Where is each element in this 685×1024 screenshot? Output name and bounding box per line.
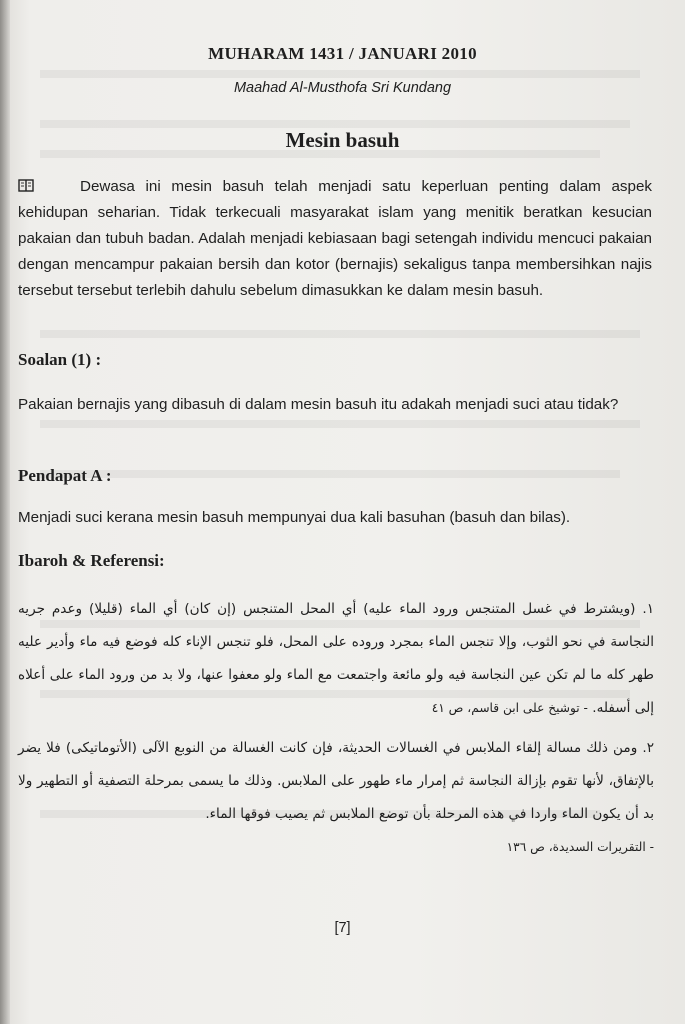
question-heading: Soalan (1) :	[18, 350, 102, 369]
reference-item	[18, 593, 654, 725]
intro-text: Dewasa ini mesin basuh telah menjadi satu keperluan penting dalam aspek kehidupan seharian. Tidak terkecuali masyarakat islam yang menitik beratkan kesucian pakaian dan tubuh badan. Adalah menjadi kebiasaan bagi setengah individu mencuci pakaian dengan mencampur pakaian bersih dan kotor (bernajis) sekaligus tanpa membersihkan najis tersebut tersebut terlebih dahulu sebelum dimasukkan ke dalam mesin basuh.	[18, 178, 652, 299]
intro-paragraph	[18, 174, 652, 304]
reference-text: ٢. ومن ذلك مسالة إلقاء الملابس في الغسالات الحديثة، فإن كانت الغسالة من النوبع الآلى (الأتوماتيكى) فلا يضر بالإتفاق، لأنها تقوم بإزالة النجاسة ثم إمرار ماء طهور على الملابس. وذلك ما يسمى بمرحلة التصفية أو التطهير ولا بد أن يكون الماء واردا في هذه المرحلة بأن توضع الملابس ثم يصيب فوقها الماء.	[18, 740, 654, 822]
reference-item	[18, 732, 654, 864]
institution-name: Maahad Al-Musthofa Sri Kundang	[233, 80, 452, 96]
bulletin-date-header: MUHARAM 1431 / JANUARI 2010	[208, 44, 477, 63]
opinion-heading: Pendapat A :	[18, 466, 112, 485]
reference-source: - التقريرات السديدة، ص ١٣٦	[506, 840, 654, 854]
reference-source: - توشيخ على ابن قاسم، ص ٤١	[431, 701, 588, 715]
page-number: [7]	[334, 920, 351, 936]
book-icon	[18, 179, 34, 192]
question-text: Pakaian bernajis yang dibasuh di dalam mesin basuh itu adakah menjadi suci atau tidak?	[18, 396, 619, 413]
book-spine-shadow	[0, 0, 10, 1024]
topic-title: Mesin basuh	[285, 128, 400, 152]
references-heading: Ibaroh & Referensi:	[18, 551, 165, 570]
reference-text: ١. (ويشترط في غسل المتنجس ورود الماء عليه) أي المحل المتنجس (إن كان) أي الماء (قليلا) وعدم جريه النجاسة في نحو الثوب، وإلا تنجس الماء بمجرد وروده على المحل، فلو تنجس الإناء كله فوضع فيه ماء وأدير عليه طهر كله ما لم تكن عين النجاسة فيه ولو مائعة واجتمعت مع الماء ولو معفوا عنها، ولا بد من ورود الماء على أعلاه إلى أسفله.	[18, 601, 654, 716]
opinion-text: Menjadi suci kerana mesin basuh mempunyai dua kali basuhan (basuh dan bilas).	[18, 509, 571, 526]
